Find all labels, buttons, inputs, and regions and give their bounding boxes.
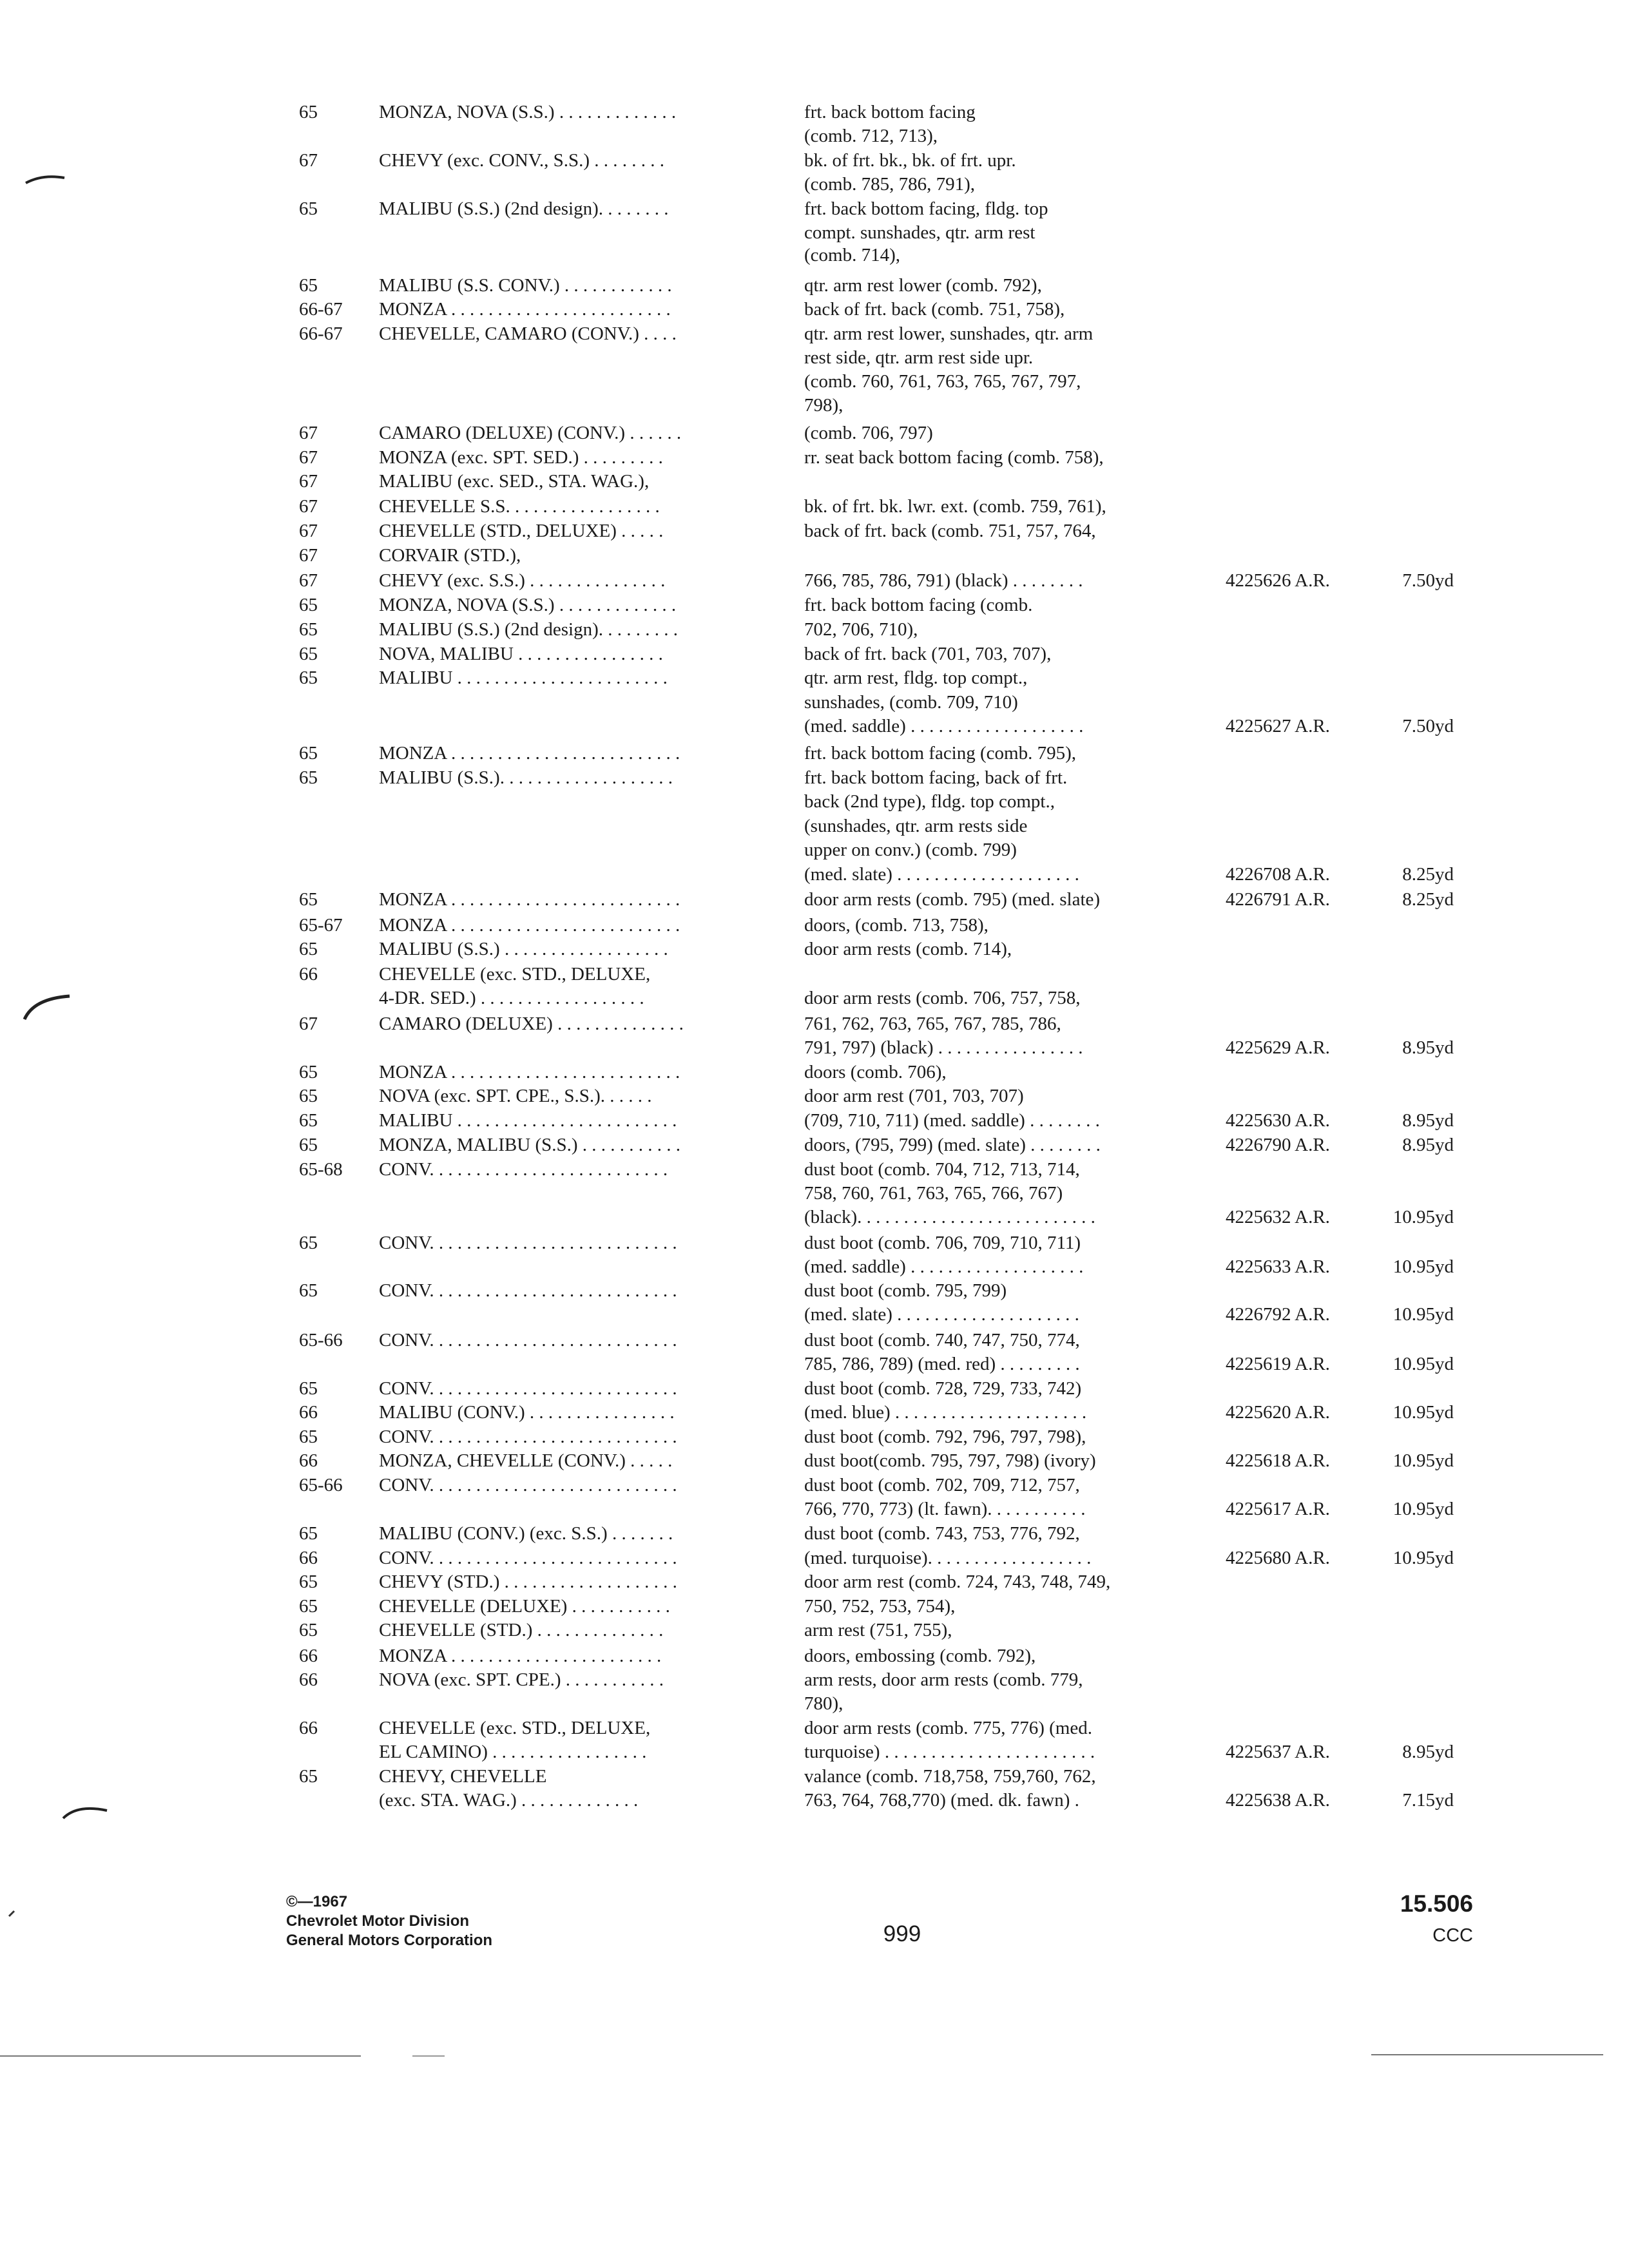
part-description: dust boot (comb. 728, 729, 733, 742) (804, 1378, 1082, 1399)
catalog-row (0, 790, 1629, 813)
binding-hole-mark-bottom (59, 1799, 111, 1822)
catalog-row (0, 1765, 1629, 1788)
catalog-row (0, 298, 1629, 321)
catalog-row (0, 1255, 1629, 1278)
section-code: CCC (1432, 1925, 1473, 1946)
price-per-yard: 8.95yd (1402, 1037, 1454, 1058)
price-per-yard: 7.50yd (1402, 570, 1454, 591)
price-per-yard: 7.15yd (1402, 1790, 1454, 1811)
model-year: 65 (299, 1062, 318, 1082)
model-year: 65 (299, 668, 318, 688)
part-description: frt. back bottom facing (comb. (804, 595, 1033, 615)
catalog-row (0, 1474, 1629, 1497)
model-name: CHEVY (STD.) . . . . . . . . . . . . . . . . . . . (379, 1571, 677, 1592)
model-name: CONV. . . . . . . . . . . . . . . . . . . . . . . . . . . (379, 1280, 677, 1301)
catalog-row (0, 470, 1629, 493)
model-name: CHEVELLE (exc. STD., DELUXE, (379, 964, 651, 985)
model-year: 67 (299, 545, 318, 566)
part-description: (med. blue) . . . . . . . . . . . . . . . . . . . . . (804, 1402, 1087, 1423)
catalog-row (0, 1497, 1629, 1521)
catalog-row (0, 1595, 1629, 1618)
model-name: CHEVELLE (DELUXE) . . . . . . . . . . . (379, 1596, 670, 1617)
part-description: door arm rests (comb. 775, 776) (med. (804, 1718, 1092, 1738)
catalog-row (0, 1570, 1629, 1593)
model-year: 65 (299, 644, 318, 664)
model-name: MONZA, NOVA (S.S.) . . . . . . . . . . . . . (379, 102, 677, 122)
catalog-row (0, 1182, 1629, 1205)
model-year: 65 (299, 743, 318, 764)
bottom-rule-right (1371, 2054, 1603, 2055)
catalog-row (0, 1668, 1629, 1691)
part-description: 791, 797) (black) . . . . . . . . . . . . . . . . (804, 1037, 1083, 1058)
part-description: 798), (804, 395, 843, 416)
part-description: frt. back bottom facing, fldg. top (804, 198, 1048, 219)
model-name: CONV. . . . . . . . . . . . . . . . . . . . . . . . . . . (379, 1427, 677, 1447)
part-description: (med. turquoise). . . . . . . . . . . . . . . . . . (804, 1548, 1092, 1568)
model-year: 67 (299, 521, 318, 541)
model-year: 65 (299, 275, 318, 296)
part-number: 4226792 A.R. (1226, 1304, 1330, 1325)
page-number: 999 (883, 1921, 921, 1946)
model-year: 65-66 (299, 1475, 343, 1495)
price-per-yard: 8.95yd (1402, 1135, 1454, 1155)
part-description: 758, 760, 761, 763, 765, 766, 767) (804, 1183, 1063, 1204)
catalog-row (0, 593, 1629, 617)
price-per-yard: 8.95yd (1402, 1742, 1454, 1762)
part-description: valance (comb. 718,758, 759,760, 762, (804, 1766, 1096, 1787)
part-description: doors, (795, 799) (med. slate) . . . . . . . . (804, 1135, 1101, 1155)
price-per-yard: 10.95yd (1393, 1256, 1454, 1277)
model-name: (exc. STA. WAG.) . . . . . . . . . . . . . (379, 1790, 639, 1811)
part-description: turquoise) . . . . . . . . . . . . . . . . . . . . . . . (804, 1742, 1095, 1762)
model-name: MALIBU (CONV.) . . . . . . . . . . . . . . . . (379, 1402, 675, 1423)
model-name: CHEVY (exc. S.S.) . . . . . . . . . . . . . . . (379, 570, 666, 591)
part-number: 4225632 A.R. (1226, 1207, 1330, 1227)
part-description: bk. of frt. bk., bk. of frt. upr. (804, 150, 1016, 171)
part-description: door arm rests (comb. 706, 757, 758, (804, 988, 1081, 1008)
model-name: NOVA, MALIBU . . . . . . . . . . . . . . . . (379, 644, 663, 664)
part-description: sunshades, (comb. 709, 710) (804, 692, 1018, 713)
catalog-row (0, 1692, 1629, 1715)
binding-hole-mark-middle (21, 988, 75, 1023)
catalog-row (0, 766, 1629, 789)
model-year: 66 (299, 1669, 318, 1690)
model-year: 65 (299, 1427, 318, 1447)
part-description: door arm rest (701, 703, 707) (804, 1086, 1024, 1106)
model-name: CAMARO (DELUXE) (CONV.) . . . . . . (379, 423, 682, 443)
model-name: NOVA (exc. SPT. CPE., S.S.). . . . . . (379, 1086, 652, 1106)
part-number: 4225627 A.R. (1226, 716, 1330, 736)
part-description: qtr. arm rest, fldg. top compt., (804, 668, 1028, 688)
catalog-row (0, 742, 1629, 765)
catalog-row (0, 1546, 1629, 1570)
model-name: CONV. . . . . . . . . . . . . . . . . . . . . . . . . . . (379, 1475, 677, 1495)
catalog-row (0, 888, 1629, 911)
model-name: MONZA, MALIBU (S.S.) . . . . . . . . . . . (379, 1135, 681, 1155)
part-description: (med. saddle) . . . . . . . . . . . . . . . . . . . (804, 1256, 1084, 1277)
catalog-row (0, 642, 1629, 666)
catalog-row (0, 173, 1629, 196)
catalog-row (0, 1789, 1629, 1812)
part-number: 4226791 A.R. (1226, 889, 1330, 910)
part-description: 780), (804, 1693, 843, 1714)
part-description: arm rests, door arm rests (comb. 779, (804, 1669, 1083, 1690)
catalog-row (0, 274, 1629, 297)
part-description: 702, 706, 710), (804, 619, 918, 640)
part-description: compt. sunshades, qtr. arm rest (804, 222, 1036, 243)
catalog-row (0, 544, 1629, 567)
catalog-row (0, 1716, 1629, 1740)
part-description: (comb. 760, 761, 763, 765, 767, 797, (804, 371, 1081, 392)
model-year: 65 (299, 889, 318, 910)
part-description: doors (comb. 706), (804, 1062, 947, 1082)
price-per-yard: 10.95yd (1393, 1207, 1454, 1227)
catalog-row (0, 370, 1629, 393)
part-description: (comb. 706, 797) (804, 423, 933, 443)
part-description: dust boot (comb. 743, 753, 776, 792, (804, 1523, 1080, 1544)
model-name: MONZA . . . . . . . . . . . . . . . . . . . . . . . . . (379, 915, 680, 936)
model-year: 65-66 (299, 1330, 343, 1350)
catalog-row (0, 394, 1629, 417)
model-year: 67 (299, 570, 318, 591)
catalog-row (0, 1401, 1629, 1424)
catalog-row (0, 1012, 1629, 1035)
catalog-row (0, 937, 1629, 961)
model-name: MONZA . . . . . . . . . . . . . . . . . . . . . . . . . (379, 889, 680, 910)
model-year: 65 (299, 1135, 318, 1155)
model-name: CHEVY, CHEVELLE (379, 1766, 547, 1787)
model-year: 65 (299, 939, 318, 959)
speck-mark (6, 1907, 19, 1920)
model-name: CHEVELLE (STD.) . . . . . . . . . . . . . . (379, 1620, 664, 1640)
part-description: back of frt. back (comb. 751, 758), (804, 299, 1065, 320)
catalog-row (0, 1619, 1629, 1642)
part-description: qtr. arm rest lower, sunshades, qtr. arm (804, 323, 1094, 344)
part-description: door arm rests (comb. 795) (med. slate) (804, 889, 1101, 910)
catalog-row (0, 421, 1629, 445)
part-description: rest side, qtr. arm rest side upr. (804, 347, 1034, 368)
model-name: MONZA . . . . . . . . . . . . . . . . . . . . . . . . . (379, 743, 680, 764)
catalog-row (0, 1377, 1629, 1400)
model-name: CHEVY (exc. CONV., S.S.) . . . . . . . . (379, 150, 665, 171)
model-year: 65 (299, 102, 318, 122)
catalog-row (0, 1061, 1629, 1084)
model-year: 65 (299, 1110, 318, 1131)
catalog-row (0, 1425, 1629, 1448)
part-description: doors, (comb. 713, 758), (804, 915, 988, 936)
division-line: Chevrolet Motor Division (286, 1912, 470, 1930)
catalog-row (0, 1133, 1629, 1157)
footer-copyright-block (286, 1892, 492, 1950)
part-description: 785, 786, 789) (med. red) . . . . . . . . . (804, 1354, 1080, 1374)
catalog-row (0, 914, 1629, 937)
part-description: (sunshades, qtr. arm rests side (804, 816, 1028, 836)
catalog-row (0, 446, 1629, 469)
model-name: CONV. . . . . . . . . . . . . . . . . . . . . . . . . . . (379, 1330, 677, 1350)
model-year: 66 (299, 1548, 318, 1568)
model-name: MALIBU (exc. SED., STA. WAG.), (379, 471, 650, 492)
part-description: dust boot(comb. 795, 797, 798) (ivory) (804, 1450, 1096, 1471)
part-description: back of frt. back (comb. 751, 757, 764, (804, 521, 1096, 541)
bottom-rule-left (0, 2055, 361, 2057)
part-description: frt. back bottom facing, back of frt. (804, 767, 1068, 788)
model-name: CHEVELLE (STD., DELUXE) . . . . . (379, 521, 664, 541)
part-description: rr. seat back bottom facing (comb. 758), (804, 447, 1104, 468)
catalog-row (0, 618, 1629, 641)
price-per-yard: 10.95yd (1393, 1402, 1454, 1423)
part-description: dust boot (comb. 792, 796, 797, 798), (804, 1427, 1086, 1447)
model-year: 66 (299, 1718, 318, 1738)
catalog-row (0, 1449, 1629, 1472)
model-name: MONZA (exc. SPT. SED.) . . . . . . . . . (379, 447, 663, 468)
part-description: 750, 752, 753, 754), (804, 1596, 956, 1617)
price-per-yard: 8.25yd (1402, 889, 1454, 910)
model-name: CONV. . . . . . . . . . . . . . . . . . . . . . . . . . . (379, 1378, 677, 1399)
catalog-row (0, 1352, 1629, 1376)
model-name: MONZA . . . . . . . . . . . . . . . . . . . . . . . (379, 1646, 662, 1666)
part-description: dust boot (comb. 704, 712, 713, 714, (804, 1159, 1080, 1180)
catalog-row (0, 1036, 1629, 1059)
model-name: CONV. . . . . . . . . . . . . . . . . . . . . . . . . . . (379, 1233, 677, 1253)
binding-hole-mark-top (23, 169, 68, 188)
model-year: 67 (299, 447, 318, 468)
part-number: 4225638 A.R. (1226, 1790, 1330, 1811)
catalog-row (0, 1109, 1629, 1132)
model-year: 65-68 (299, 1159, 343, 1180)
price-per-yard: 8.95yd (1402, 1110, 1454, 1131)
catalog-row (0, 814, 1629, 838)
part-description: 766, 770, 773) (lt. fawn). . . . . . . . . . . (804, 1499, 1086, 1519)
model-name: MALIBU (S.S.). . . . . . . . . . . . . . . . . . . (379, 767, 673, 788)
model-year: 65 (299, 1523, 318, 1544)
price-per-yard: 10.95yd (1393, 1450, 1454, 1471)
model-year: 65 (299, 1596, 318, 1617)
part-description: 763, 764, 768,770) (med. dk. fawn) . (804, 1790, 1079, 1811)
part-number: 4226790 A.R. (1226, 1135, 1330, 1155)
model-year: 67 (299, 1014, 318, 1034)
model-name: CAMARO (DELUXE) . . . . . . . . . . . . . . (379, 1014, 684, 1034)
model-year: 65 (299, 1766, 318, 1787)
model-name: NOVA (exc. SPT. CPE.) . . . . . . . . . . . (379, 1669, 664, 1690)
model-year: 65 (299, 1620, 318, 1640)
model-year: 65 (299, 767, 318, 788)
model-name: MONZA . . . . . . . . . . . . . . . . . . . . . . . . . (379, 1062, 680, 1082)
copyright-line: ©—1967 (286, 1893, 348, 1910)
catalog-row (0, 863, 1629, 886)
model-name: MALIBU (S.S.) . . . . . . . . . . . . . . . . . . (379, 939, 668, 959)
part-description: door arm rest (comb. 724, 743, 748, 749, (804, 1571, 1111, 1592)
catalog-row (0, 1084, 1629, 1108)
model-name: CONV. . . . . . . . . . . . . . . . . . . . . . . . . . . (379, 1548, 677, 1568)
part-description: (med. saddle) . . . . . . . . . . . . . . . . . . . (804, 716, 1084, 736)
part-number: 4225617 A.R. (1226, 1499, 1330, 1519)
part-description: 761, 762, 763, 765, 767, 785, 786, (804, 1014, 1061, 1034)
catalog-row (0, 1522, 1629, 1545)
part-description: (comb. 785, 786, 791), (804, 174, 975, 195)
part-number: 4225680 A.R. (1226, 1548, 1330, 1568)
part-description: (comb. 712, 713), (804, 126, 938, 146)
model-year: 65 (299, 1086, 318, 1106)
catalog-row (0, 495, 1629, 518)
part-number: 4225619 A.R. (1226, 1354, 1330, 1374)
model-name: MALIBU (S.S.) (2nd design). . . . . . . . (379, 198, 669, 219)
catalog-row (0, 346, 1629, 369)
price-per-yard: 10.95yd (1393, 1499, 1454, 1519)
model-name: 4-DR. SED.) . . . . . . . . . . . . . . . . . . (379, 988, 644, 1008)
model-year: 65 (299, 1280, 318, 1301)
part-number: 4225629 A.R. (1226, 1037, 1330, 1058)
catalog-row (0, 519, 1629, 543)
model-name: MONZA . . . . . . . . . . . . . . . . . . . . . . . . (379, 299, 671, 320)
model-year: 65 (299, 1378, 318, 1399)
price-per-yard: 10.95yd (1393, 1304, 1454, 1325)
part-description: upper on conv.) (comb. 799) (804, 840, 1017, 860)
model-year: 67 (299, 423, 318, 443)
catalog-row (0, 569, 1629, 592)
model-year: 65-67 (299, 915, 343, 936)
part-description: arm rest (751, 755), (804, 1620, 952, 1640)
model-name: MONZA, NOVA (S.S.) . . . . . . . . . . . . . (379, 595, 677, 615)
catalog-row (0, 1329, 1629, 1352)
model-name: MONZA, CHEVELLE (CONV.) . . . . . (379, 1450, 673, 1471)
part-description: back (2nd type), fldg. top compt., (804, 791, 1055, 812)
catalog-row (0, 124, 1629, 148)
model-year: 65 (299, 1571, 318, 1592)
part-description: (comb. 714), (804, 245, 900, 265)
model-year: 66-67 (299, 323, 343, 344)
catalog-row (0, 1644, 1629, 1667)
part-description: qtr. arm rest lower (comb. 792), (804, 275, 1042, 296)
part-number: 4225620 A.R. (1226, 1402, 1330, 1423)
model-name: EL CAMINO) . . . . . . . . . . . . . . . . . (379, 1742, 647, 1762)
part-number: 4225626 A.R. (1226, 570, 1330, 591)
catalog-row (0, 197, 1629, 220)
catalog-row (0, 322, 1629, 345)
bottom-rule-small (412, 2055, 445, 2057)
catalog-row (0, 986, 1629, 1010)
model-name: CHEVELLE (exc. STD., DELUXE, (379, 1718, 651, 1738)
model-name: MALIBU (CONV.) (exc. S.S.) . . . . . . . (379, 1523, 673, 1544)
part-description: dust boot (comb. 795, 799) (804, 1280, 1007, 1301)
part-number: 4226708 A.R. (1226, 864, 1330, 885)
model-name: MALIBU (S.S.) (2nd design). . . . . . . . . (379, 619, 678, 640)
part-description: (med. slate) . . . . . . . . . . . . . . . . . . . . (804, 1304, 1079, 1325)
model-name: MALIBU . . . . . . . . . . . . . . . . . . . . . . . (379, 668, 668, 688)
part-description: frt. back bottom facing (comb. 795), (804, 743, 1076, 764)
model-year: 65 (299, 1233, 318, 1253)
model-name: CONV. . . . . . . . . . . . . . . . . . . . . . . . . . (379, 1159, 668, 1180)
price-per-yard: 8.25yd (1402, 864, 1454, 885)
part-description: doors, embossing (comb. 792), (804, 1646, 1036, 1666)
model-year: 65 (299, 595, 318, 615)
corporation-line: General Motors Corporation (286, 1932, 493, 1949)
model-year: 65 (299, 198, 318, 219)
catalog-row (0, 1279, 1629, 1302)
part-description: (black). . . . . . . . . . . . . . . . . . . . . . . . . . (804, 1207, 1095, 1227)
model-year: 66 (299, 1402, 318, 1423)
model-year: 67 (299, 150, 318, 171)
model-name: MALIBU . . . . . . . . . . . . . . . . . . . . . . . . (379, 1110, 677, 1131)
price-per-yard: 10.95yd (1393, 1354, 1454, 1374)
price-per-yard: 7.50yd (1402, 716, 1454, 736)
model-name: CHEVELLE S.S. . . . . . . . . . . . . . . . . (379, 496, 660, 517)
part-number: 4225630 A.R. (1226, 1110, 1330, 1131)
part-description: frt. back bottom facing (804, 102, 976, 122)
part-description: dust boot (comb. 702, 709, 712, 757, (804, 1475, 1080, 1495)
catalog-row (0, 715, 1629, 738)
catalog-row (0, 1158, 1629, 1181)
model-name: CORVAIR (STD.), (379, 545, 521, 566)
part-number: 4225618 A.R. (1226, 1450, 1330, 1471)
catalog-row (0, 221, 1629, 244)
part-description: 766, 785, 786, 791) (black) . . . . . . . . (804, 570, 1083, 591)
catalog-row (0, 101, 1629, 124)
part-description: dust boot (comb. 706, 709, 710, 711) (804, 1233, 1081, 1253)
part-description: bk. of frt. bk. lwr. ext. (comb. 759, 761), (804, 496, 1106, 517)
catalog-row (0, 963, 1629, 986)
part-description: (med. slate) . . . . . . . . . . . . . . . . . . . . (804, 864, 1079, 885)
catalog-row (0, 666, 1629, 689)
catalog-row (0, 1206, 1629, 1229)
model-year: 67 (299, 471, 318, 492)
model-year: 65 (299, 619, 318, 640)
catalog-row (0, 149, 1629, 172)
model-year: 66-67 (299, 299, 343, 320)
price-per-yard: 10.95yd (1393, 1548, 1454, 1568)
catalog-row (0, 1303, 1629, 1326)
catalog-row (0, 244, 1629, 267)
catalog-row (0, 691, 1629, 714)
model-year: 66 (299, 1646, 318, 1666)
model-name: MALIBU (S.S. CONV.) . . . . . . . . . . . . (379, 275, 672, 296)
section-number: 15.506 (1400, 1890, 1473, 1917)
catalog-row (0, 1231, 1629, 1254)
model-year: 66 (299, 1450, 318, 1471)
part-description: dust boot (comb. 740, 747, 750, 774, (804, 1330, 1080, 1350)
part-description: door arm rests (comb. 714), (804, 939, 1012, 959)
model-year: 67 (299, 496, 318, 517)
part-description: (709, 710, 711) (med. saddle) . . . . . . . . (804, 1110, 1100, 1131)
part-number: 4225637 A.R. (1226, 1742, 1330, 1762)
model-year: 66 (299, 964, 318, 985)
part-number: 4225633 A.R. (1226, 1256, 1330, 1277)
model-name: CHEVELLE, CAMARO (CONV.) . . . . (379, 323, 677, 344)
catalog-row (0, 838, 1629, 861)
catalog-row (0, 1740, 1629, 1763)
part-description: back of frt. back (701, 703, 707), (804, 644, 1052, 664)
